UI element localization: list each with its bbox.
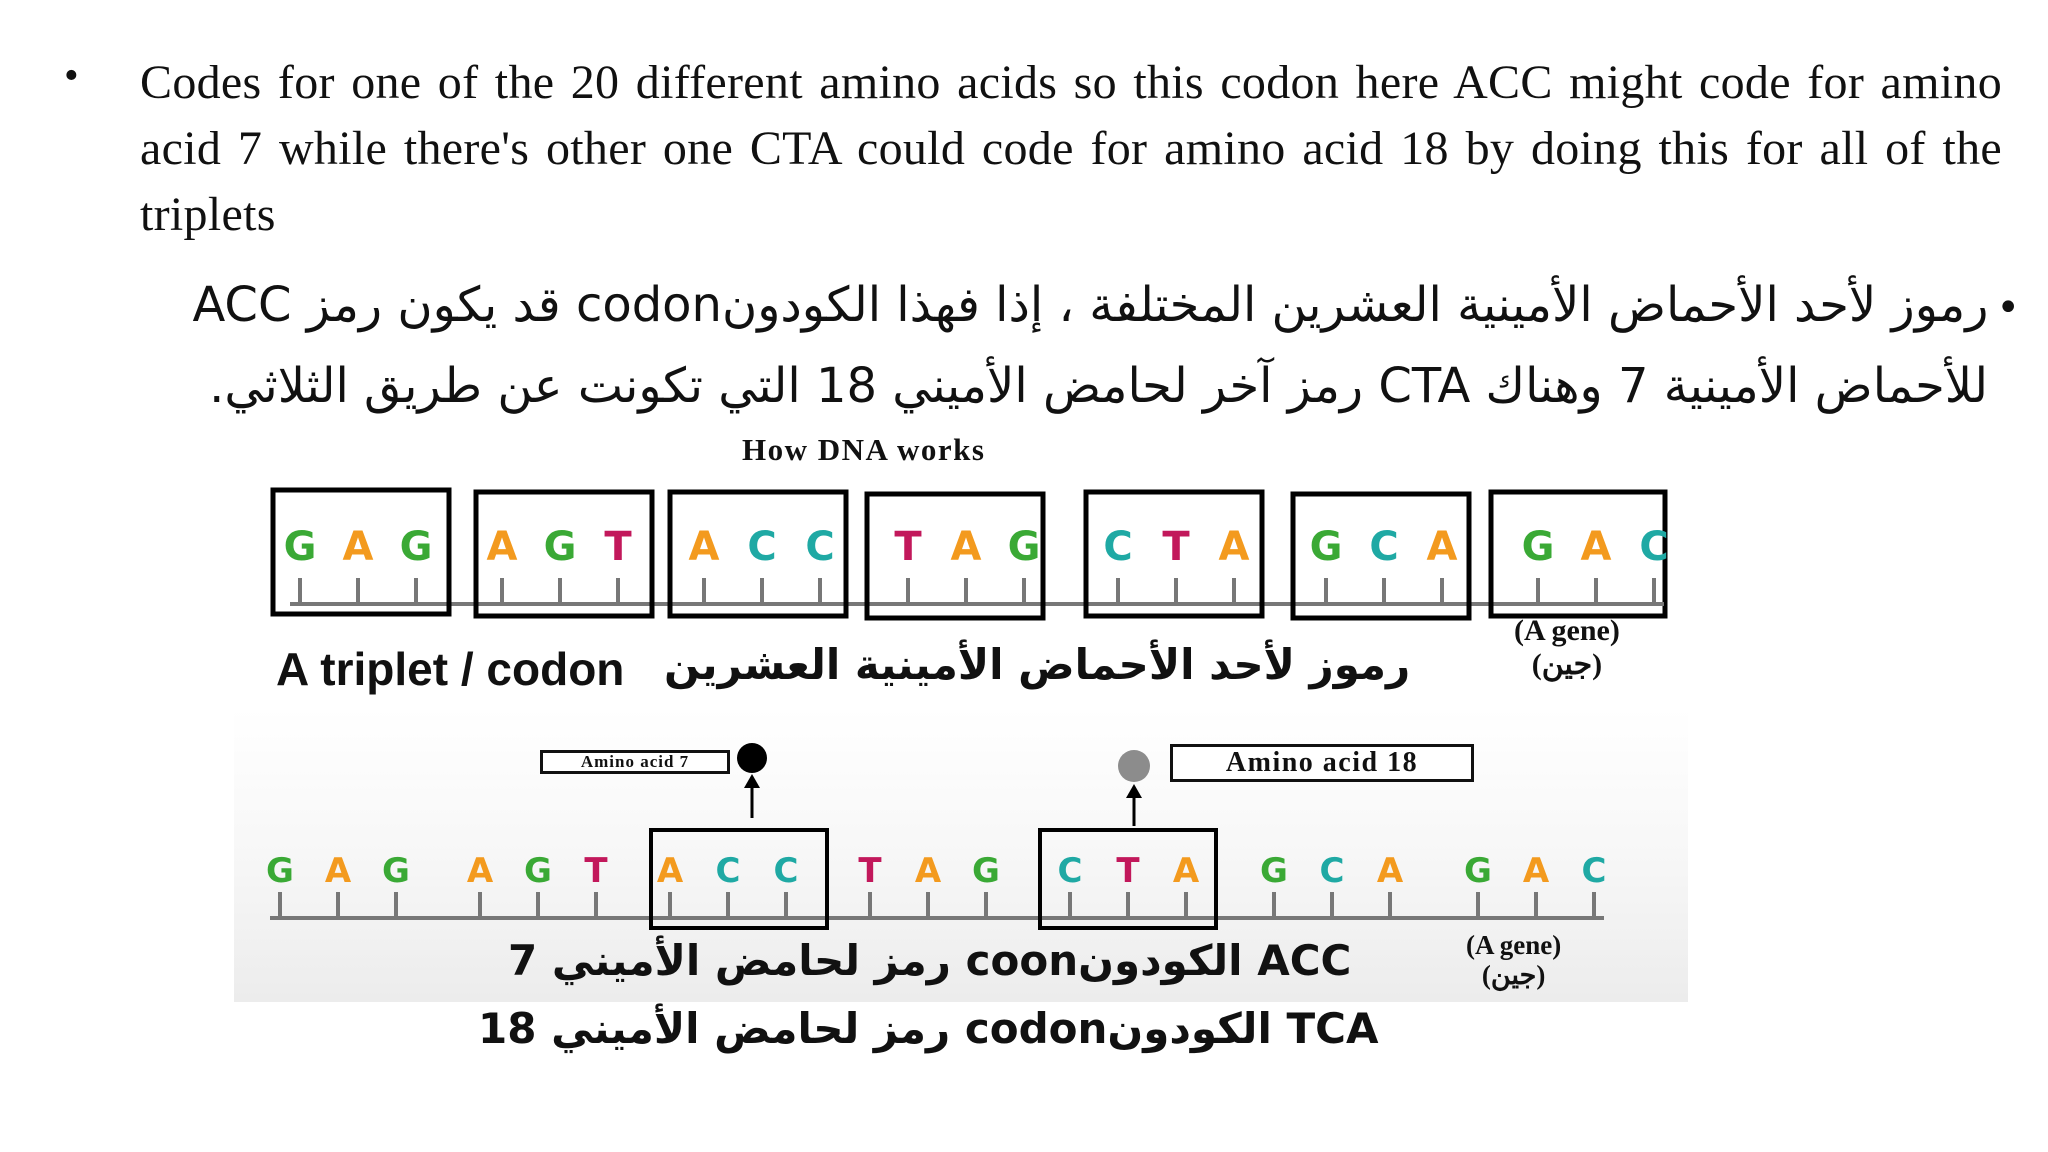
base-letter: T bbox=[1116, 851, 1140, 891]
base-letter: G bbox=[1309, 524, 1343, 570]
gene-label-bottom bbox=[1466, 930, 1561, 990]
base-letter: G bbox=[382, 851, 410, 891]
gene-label-en: (A gene) bbox=[1514, 614, 1620, 647]
base-letter: G bbox=[1007, 524, 1041, 570]
base-letter: T bbox=[858, 851, 882, 891]
base-letter: T bbox=[584, 851, 608, 891]
amino-acid-18-label: Amino acid 18 bbox=[1170, 744, 1474, 782]
base-letter: A bbox=[1580, 524, 1612, 570]
base-letter: C bbox=[1057, 851, 1083, 891]
gene-label-top bbox=[1514, 614, 1620, 682]
base-letter: G bbox=[399, 524, 433, 570]
base-letter: C bbox=[805, 524, 835, 570]
gene-label-ar: (جين) bbox=[1531, 648, 1603, 681]
figure-title: How DNA works bbox=[742, 432, 986, 467]
arrow-head-icon bbox=[1126, 784, 1142, 798]
base-letter: G bbox=[524, 851, 552, 891]
base-letter: A bbox=[324, 851, 352, 891]
triplet-codon-label: A triplet / codon bbox=[276, 643, 625, 695]
arabic-bullet-line-2: للأحماض الأمينية 7 وهناك CTA رمز آخر لحامض الأميني 18 التي تكونت عن طريق الثلاثي. bbox=[209, 358, 1988, 414]
base-letter: T bbox=[894, 524, 922, 570]
base-letter: A bbox=[486, 524, 518, 570]
base-letter: A bbox=[342, 524, 374, 570]
arrow-head-icon bbox=[744, 774, 760, 788]
arabic-bullet-dot: • bbox=[1996, 285, 2020, 331]
english-bullet-dot: • bbox=[64, 53, 79, 99]
base-letter: G bbox=[1521, 524, 1555, 570]
triplet-codon-arabic-label: رموز لأحد الأحماض الأمينية العشرين bbox=[664, 640, 1411, 689]
base-letter: A bbox=[1522, 851, 1550, 891]
base-letter: C bbox=[1581, 851, 1607, 891]
base-letter: A bbox=[1218, 524, 1250, 570]
base-letter: C bbox=[1103, 524, 1133, 570]
base-letter: A bbox=[950, 524, 982, 570]
base-letter: C bbox=[747, 524, 777, 570]
gene-label-en: (A gene) bbox=[1466, 930, 1562, 960]
base-letter: C bbox=[1639, 524, 1669, 570]
caption-tca: TCA الكودونcodon رمز لحامض الأميني 18 bbox=[478, 1004, 1379, 1053]
base-letter: G bbox=[972, 851, 1000, 891]
base-letter: A bbox=[466, 851, 494, 891]
base-letter: A bbox=[1426, 524, 1458, 570]
base-letter: A bbox=[1376, 851, 1404, 891]
base-letter: C bbox=[1369, 524, 1399, 570]
base-letter: C bbox=[773, 851, 799, 891]
caption-acc: ACC الكودونcoon رمز لحامض الأميني 7 bbox=[508, 936, 1352, 985]
base-letter: C bbox=[715, 851, 741, 891]
base-letter: T bbox=[1162, 524, 1190, 570]
base-letter: A bbox=[656, 851, 684, 891]
top-bases bbox=[284, 524, 1669, 604]
base-letter: T bbox=[604, 524, 632, 570]
amino-acid-7-marker bbox=[737, 743, 767, 773]
base-letter: G bbox=[543, 524, 577, 570]
base-letter: C bbox=[1319, 851, 1345, 891]
amino-acid-18-marker bbox=[1118, 750, 1150, 782]
base-letter: G bbox=[266, 851, 294, 891]
arabic-line-1-text: رموز لأحد الأحماض الأمينية العشرين المختلفة ، إذا فهذا الكودونcodon قد يكون رمز ACC bbox=[192, 277, 1989, 333]
bottom-bases bbox=[266, 851, 1606, 918]
base-letter: A bbox=[1172, 851, 1200, 891]
base-letter: G bbox=[1260, 851, 1288, 891]
amino-acid-7-label: Amino acid 7 bbox=[540, 750, 730, 774]
base-letter: A bbox=[914, 851, 942, 891]
english-bullet-text: Codes for one of the 20 different amino acids so this codon here ACC might code for amino acid 7 while there's other one CTA could code for amino acid 18 by doing this for all of the triplets bbox=[140, 56, 2002, 241]
gene-label-ar: (جين) bbox=[1481, 960, 1546, 990]
base-letter: G bbox=[1464, 851, 1492, 891]
base-letter: A bbox=[688, 524, 720, 570]
base-letter: G bbox=[283, 524, 317, 570]
